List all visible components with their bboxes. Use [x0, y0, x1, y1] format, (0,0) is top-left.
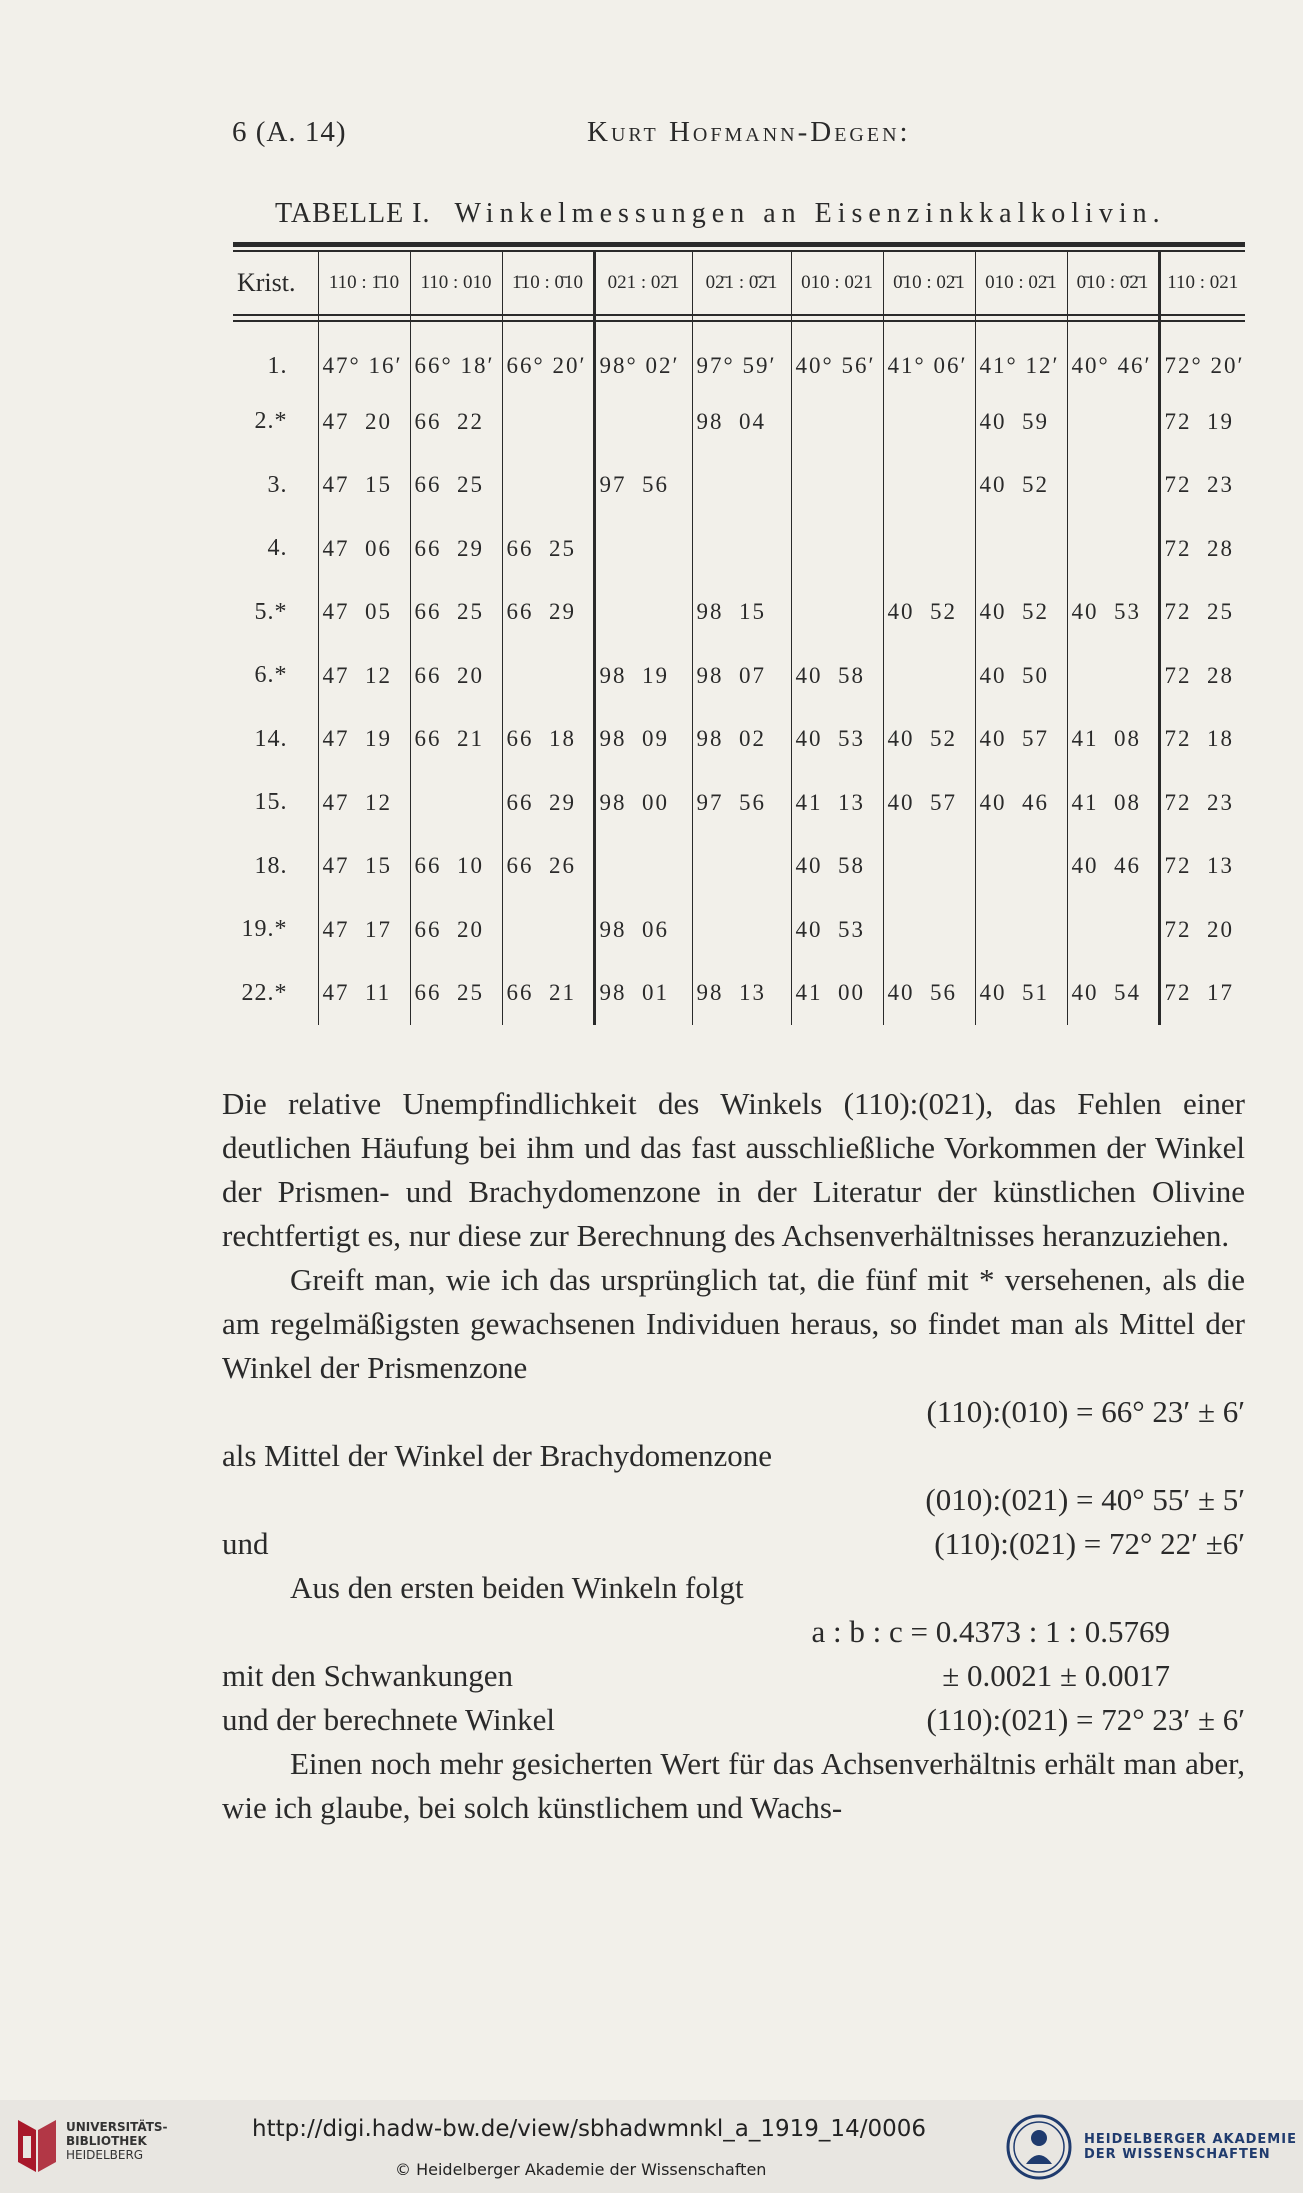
university-library-logo-icon — [14, 2116, 58, 2174]
spacer-cell — [233, 314, 318, 342]
angle-cell — [502, 454, 594, 518]
angle-cell: 98 13 — [692, 962, 791, 1026]
table-row — [233, 835, 1245, 899]
angle-cell — [594, 390, 692, 454]
angle-cell: 72° 20′ — [1159, 342, 1245, 390]
academy-name — [1084, 2132, 1297, 2162]
angle-cell: 98 00 — [594, 771, 692, 835]
spacer-cell — [502, 314, 594, 342]
angle-cell: 98 09 — [594, 708, 692, 772]
angle-cell — [883, 454, 975, 518]
spacer-cell — [594, 314, 692, 342]
academy-line-1: HEIDELBERGER AKADEMIE — [1084, 2132, 1297, 2147]
column-header-7: 0̄10 : 02̄1 — [883, 252, 975, 314]
equation-berechnet: (110):(021) = 72° 23′ ± 6′ — [926, 1702, 1245, 1737]
angle-cell: 97 56 — [594, 454, 692, 518]
angle-cell — [692, 898, 791, 962]
angle-cell: 40 52 — [883, 581, 975, 645]
text-aus-den: Aus den ersten beiden Winkeln folgt — [290, 1570, 744, 1605]
academy-line-2: DER WISSENSCHAFTEN — [1084, 2147, 1271, 2162]
angle-cell: 40° 46′ — [1067, 342, 1159, 390]
angle-cell — [410, 771, 502, 835]
table-rule-mid — [233, 314, 1245, 316]
angle-cell: 40 54 — [1067, 962, 1159, 1026]
spacer-cell — [1159, 314, 1245, 342]
angle-cell: 66 10 — [410, 835, 502, 899]
column-header-1: 110 : 1̄10 — [318, 252, 410, 314]
angle-cell: 40 51 — [975, 962, 1067, 1026]
angle-cell: 41 00 — [791, 962, 883, 1026]
spacer-cell — [975, 314, 1067, 342]
ub-line-3: HEIDELBERG — [66, 2148, 144, 2162]
equation-brachydomenzone: (010):(021) = 40° 55′ ± 5′ — [925, 1482, 1245, 1517]
angle-cell: 72 25 — [1159, 581, 1245, 645]
angle-cell: 47° 16′ — [318, 342, 410, 390]
angle-cell: 40 46 — [975, 771, 1067, 835]
angle-cell — [883, 835, 975, 899]
angle-cell: 41° 06′ — [883, 342, 975, 390]
angle-cell: 66 29 — [502, 771, 594, 835]
angle-cell: 66 25 — [410, 454, 502, 518]
equation-prismenzone: (110):(010) = 66° 23′ ± 6′ — [926, 1394, 1245, 1429]
table-row — [233, 771, 1245, 835]
angle-cell — [791, 454, 883, 518]
angle-cell — [975, 835, 1067, 899]
angle-cell: 66 25 — [410, 962, 502, 1026]
angle-cell: 66 29 — [502, 581, 594, 645]
angle-cell: 40° 56′ — [791, 342, 883, 390]
angle-cell — [1067, 454, 1159, 518]
crystal-id-cell: 15. — [254, 789, 288, 816]
page-number: 6 (A. 14) — [232, 116, 347, 148]
angle-cell — [502, 390, 594, 454]
angle-cell: 97° 59′ — [692, 342, 791, 390]
angle-cell: 66 25 — [410, 581, 502, 645]
angle-cell — [975, 898, 1067, 962]
table-row — [233, 962, 1245, 1026]
angle-cell: 98 07 — [692, 644, 791, 708]
angle-cell: 41 13 — [791, 771, 883, 835]
column-header-4: 021 : 02̄1 — [594, 252, 692, 314]
angle-cell: 97 56 — [692, 771, 791, 835]
spacer-cell — [791, 314, 883, 342]
angle-cell — [692, 454, 791, 518]
angle-cell — [1067, 390, 1159, 454]
table-caption — [275, 198, 1225, 230]
angle-cell: 98 19 — [594, 644, 692, 708]
permalink-url[interactable]: http://digi.hadw-bw.de/view/sbhadwmnkl_a_1919_14/0006 — [252, 2116, 926, 2142]
angle-cell: 98 02 — [692, 708, 791, 772]
angle-cell — [692, 517, 791, 581]
angle-cell: 66 26 — [502, 835, 594, 899]
angle-cell: 47 19 — [318, 708, 410, 772]
crystal-id-cell: 5.* — [254, 598, 288, 625]
angle-cell: 66° 20′ — [502, 342, 594, 390]
angle-cell: 40 52 — [883, 708, 975, 772]
column-header-3: 1̄10 : 0̄10 — [502, 252, 594, 314]
angle-cell: 98 01 — [594, 962, 692, 1026]
crystal-id-cell: 3. — [267, 471, 288, 498]
angle-cell: 66 21 — [502, 962, 594, 1026]
angle-cell: 72 20 — [1159, 898, 1245, 962]
angle-cell: 72 13 — [1159, 835, 1245, 899]
angle-cell: 72 23 — [1159, 454, 1245, 518]
angle-cell: 66° 18′ — [410, 342, 502, 390]
text-brachydomenzone: als Mittel der Winkel der Brachydomenzone — [222, 1438, 772, 1473]
data-table — [233, 252, 1245, 1025]
angle-cell: 47 15 — [318, 454, 410, 518]
angle-cell: 40 53 — [1067, 581, 1159, 645]
footer-bar — [0, 2100, 1303, 2193]
angle-cell: 47 15 — [318, 835, 410, 899]
spacer-cell — [692, 314, 791, 342]
angle-cell: 47 11 — [318, 962, 410, 1026]
angle-cell: 40 59 — [975, 390, 1067, 454]
copyright-notice: © Heidelberger Akademie der Wissenschaften — [395, 2160, 767, 2179]
spacer-cell — [883, 314, 975, 342]
angle-cell: 40 57 — [883, 771, 975, 835]
paragraph-3: Einen noch mehr gesicherten Wert für das Achsenverhältnis erhält man aber, wie ich glaube, bei solch künstlichem und Wachs- — [222, 1746, 1245, 1825]
running-title: Kurt Hofmann-Degen: — [587, 116, 911, 148]
angle-cell: 40 53 — [791, 898, 883, 962]
angle-cell: 47 06 — [318, 517, 410, 581]
angle-cell — [1067, 898, 1159, 962]
column-header-6: 010 : 021 — [791, 252, 883, 314]
table-rule-top — [233, 242, 1245, 247]
crystal-id-cell: 4. — [267, 535, 288, 562]
angle-cell: 41° 12′ — [975, 342, 1067, 390]
crystal-id-cell: 18. — [254, 852, 288, 879]
angle-cell: 41 08 — [1067, 708, 1159, 772]
angle-cell: 98 04 — [692, 390, 791, 454]
crystal-id-cell: 14. — [254, 725, 288, 752]
angle-cell — [502, 644, 594, 708]
angle-cell — [791, 517, 883, 581]
angle-cell — [883, 390, 975, 454]
angle-cell — [1067, 644, 1159, 708]
angle-cell: 40 53 — [791, 708, 883, 772]
crystal-id-cell: 6.* — [254, 662, 288, 689]
spacer-cell — [318, 314, 410, 342]
angle-cell: 66 20 — [410, 644, 502, 708]
angle-cell — [791, 390, 883, 454]
angle-cell — [883, 517, 975, 581]
angle-cell — [1067, 517, 1159, 581]
angle-cell: 98 06 — [594, 898, 692, 962]
angle-cell — [975, 517, 1067, 581]
spacer-cell — [410, 314, 502, 342]
angle-cell: 41 08 — [1067, 771, 1159, 835]
angle-cell: 40 50 — [975, 644, 1067, 708]
angle-cell: 47 12 — [318, 644, 410, 708]
angle-cell: 66 21 — [410, 708, 502, 772]
angle-cell — [594, 835, 692, 899]
angle-cell: 72 18 — [1159, 708, 1245, 772]
crystal-id-cell: 22.* — [241, 979, 288, 1006]
table-row — [233, 454, 1245, 518]
table-row — [233, 390, 1245, 454]
equation-110-021: (110):(021) = 72° 22′ ±6′ — [934, 1526, 1245, 1561]
angle-cell — [883, 898, 975, 962]
angle-cell: 72 17 — [1159, 962, 1245, 1026]
ub-line-2: BIBLIOTHEK — [66, 2134, 147, 2148]
crystal-id-cell: 1. — [267, 352, 288, 379]
body-text — [222, 1082, 1245, 1830]
table-body — [233, 314, 1245, 1025]
angle-cell: 66 22 — [410, 390, 502, 454]
angle-cell: 47 20 — [318, 390, 410, 454]
angle-cell: 40 57 — [975, 708, 1067, 772]
column-header-5: 02̄1 : 0̄2̄1 — [692, 252, 791, 314]
angle-cell: 40 46 — [1067, 835, 1159, 899]
paragraph-2: Greift man, wie ich das ursprünglich tat, die fünf mit * versehenen, als die am regelmäßigsten gewachsenen Individuen heraus, so findet man als Mittel der Winkel der Prismenzone — [222, 1262, 1245, 1385]
paragraph-1: Die relative Unempfindlichkeit des Winkels (110):(021), das Fehlen einer deutlichen Häufung bei ihm und das fast ausschließliche Vorkommen der Winkel der Prismen- und Brachydomenzone in der Literatur der künstlichen Olivine rechtfertigt es, nur diese zur Berechnung des Achsenverhältnisses heranzuziehen. — [222, 1086, 1245, 1253]
angle-cell: 47 12 — [318, 771, 410, 835]
angle-cell: 72 19 — [1159, 390, 1245, 454]
angle-cell: 40 52 — [975, 581, 1067, 645]
text-schwankungen: mit den Schwankungen — [222, 1658, 514, 1693]
angle-cell — [692, 835, 791, 899]
angle-cell: 72 23 — [1159, 771, 1245, 835]
angle-cell — [791, 581, 883, 645]
table-title: Winkelmessungen an Eisenzinkkalkolivin. — [454, 198, 1166, 229]
table-row — [233, 517, 1245, 581]
angle-cell: 40 58 — [791, 835, 883, 899]
schwankungen-values: ± 0.0021 ± 0.0017 — [942, 1658, 1170, 1693]
angle-cell: 66 20 — [410, 898, 502, 962]
angle-cell: 40 58 — [791, 644, 883, 708]
angle-cell — [883, 644, 975, 708]
angle-cell — [502, 898, 594, 962]
angle-cell: 98° 02′ — [594, 342, 692, 390]
text-berechnet: und der berechnete Winkel — [222, 1702, 556, 1737]
table-rule-mid-2 — [233, 320, 1245, 322]
angle-cell: 40 52 — [975, 454, 1067, 518]
table-row — [233, 644, 1245, 708]
table-row — [233, 898, 1245, 962]
angle-cell: 72 28 — [1159, 644, 1245, 708]
column-header-9: 0̄10 : 0̄2̄1 — [1067, 252, 1159, 314]
angle-cell: 98 15 — [692, 581, 791, 645]
angle-cell — [594, 517, 692, 581]
angle-cell — [594, 581, 692, 645]
spacer-cell — [1067, 314, 1159, 342]
table-header-row — [233, 252, 1245, 314]
angle-cell: 66 29 — [410, 517, 502, 581]
table-row — [233, 342, 1245, 390]
ub-line-1: UNIVERSITÄTS- — [66, 2120, 168, 2134]
crystal-id-cell: 2.* — [254, 408, 288, 435]
column-header-2: 110 : 010 — [410, 252, 502, 314]
angle-cell: 40 56 — [883, 962, 975, 1026]
column-header-10: 110 : 021 — [1159, 252, 1245, 314]
table-label: TABELLE I. — [275, 198, 431, 229]
crystal-id-cell: 19.* — [241, 916, 288, 943]
angle-cell: 47 17 — [318, 898, 410, 962]
column-header-krist: Krist. — [237, 268, 296, 297]
text-und: und — [222, 1526, 269, 1561]
angle-cell: 47 05 — [318, 581, 410, 645]
university-library-name — [66, 2120, 168, 2162]
angle-cell: 66 18 — [502, 708, 594, 772]
academy-seal-icon — [1006, 2112, 1072, 2182]
table-spacer-row — [233, 314, 1245, 342]
angle-cell: 66 25 — [502, 517, 594, 581]
table-row — [233, 581, 1245, 645]
angle-cell: 72 28 — [1159, 517, 1245, 581]
column-header-8: 010 : 02̄1 — [975, 252, 1067, 314]
axis-ratio: a : b : c = 0.4373 : 1 : 0.5769 — [811, 1614, 1170, 1649]
table-row — [233, 708, 1245, 772]
